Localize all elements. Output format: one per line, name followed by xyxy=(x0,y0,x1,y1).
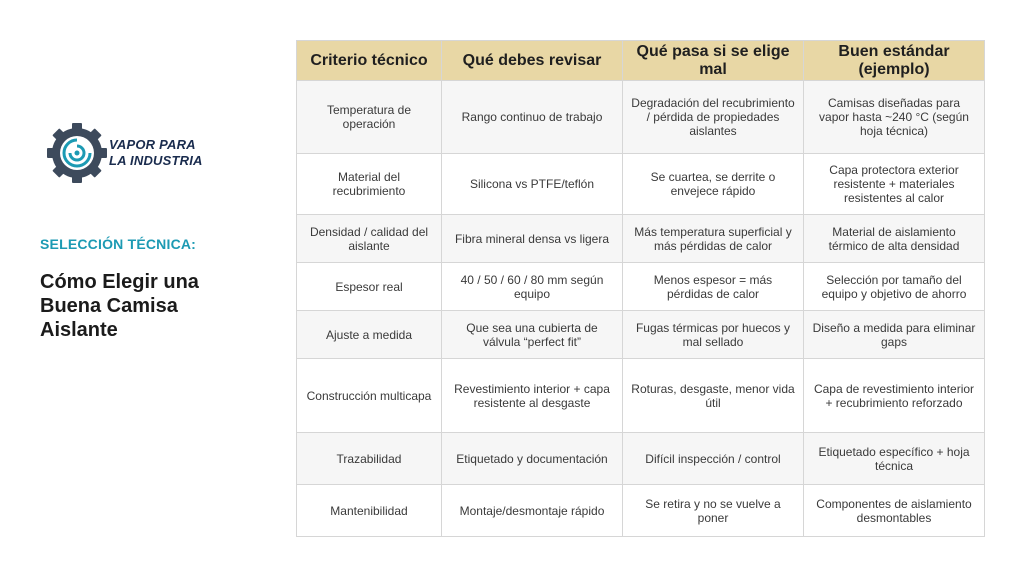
table-cell: Componentes de aislamiento desmontables xyxy=(804,485,985,537)
brand-logo xyxy=(46,120,246,190)
brand-name xyxy=(109,137,203,169)
table-cell: Rango continuo de trabajo xyxy=(442,81,623,154)
table-row xyxy=(297,81,985,154)
table-cell: Capa de revestimiento interior + recubrimiento reforzado xyxy=(804,359,985,433)
table-cell: Material de aislamiento térmico de alta densidad xyxy=(804,215,985,263)
criteria-table xyxy=(296,40,985,537)
table-cell: Construcción multicapa xyxy=(297,359,442,433)
table-cell: 40 / 50 / 60 / 80 mm según equipo xyxy=(442,263,623,311)
table-cell: Capa protectora exterior resistente + materiales resistentes al calor xyxy=(804,154,985,215)
table-cell: Selección por tamaño del equipo y objetivo de ahorro xyxy=(804,263,985,311)
brand-line-1: VAPOR PARA xyxy=(109,137,196,152)
table-row xyxy=(297,359,985,433)
table-cell: Etiquetado específico + hoja técnica xyxy=(804,433,985,485)
table-row xyxy=(297,311,985,359)
table-cell: Espesor real xyxy=(297,263,442,311)
table-cell: Silicona vs PTFE/teflón xyxy=(442,154,623,215)
column-header: Buen estándar (ejemplo) xyxy=(804,41,985,81)
table-cell: Revestimiento interior + capa resistente al desgaste xyxy=(442,359,623,433)
table-cell: Montaje/desmontaje rápido xyxy=(442,485,623,537)
table-cell: Se retira y no se vuelve a poner xyxy=(623,485,804,537)
table-cell: Degradación del recubrimiento / pérdida de propiedades aislantes xyxy=(623,81,804,154)
table-cell: Se cuartea, se derrite o envejece rápido xyxy=(623,154,804,215)
table-row xyxy=(297,154,985,215)
table-cell: Difícil inspección / control xyxy=(623,433,804,485)
table-row xyxy=(297,485,985,537)
table-cell: Fibra mineral densa vs ligera xyxy=(442,215,623,263)
table-row xyxy=(297,263,985,311)
gear-icon xyxy=(46,122,108,184)
page-title xyxy=(40,270,240,342)
table-cell: Etiquetado y documentación xyxy=(442,433,623,485)
brand-line-2: LA INDUSTRIA xyxy=(109,153,203,168)
table-row xyxy=(297,215,985,263)
table-cell: Fugas térmicas por huecos y mal sellado xyxy=(623,311,804,359)
table-cell: Más temperatura superficial y más pérdidas de calor xyxy=(623,215,804,263)
table-cell: Ajuste a medida xyxy=(297,311,442,359)
table-cell: Menos espesor = más pérdidas de calor xyxy=(623,263,804,311)
table-cell: Camisas diseñadas para vapor hasta ~240 °C (según hoja técnica) xyxy=(804,81,985,154)
table-cell: Que sea una cubierta de válvula “perfect fit” xyxy=(442,311,623,359)
column-header: Qué debes revisar xyxy=(442,41,623,81)
table-cell: Densidad / calidad del aislante xyxy=(297,215,442,263)
section-label: SELECCIÓN TÉCNICA: xyxy=(40,236,197,252)
table-cell: Mantenibilidad xyxy=(297,485,442,537)
table-cell: Material del recubrimiento xyxy=(297,154,442,215)
table-row xyxy=(297,433,985,485)
table-cell: Diseño a medida para eliminar gaps xyxy=(804,311,985,359)
table-cell: Roturas, desgaste, menor vida útil xyxy=(623,359,804,433)
table-cell: Trazabilidad xyxy=(297,433,442,485)
table-cell: Temperatura de operación xyxy=(297,81,442,154)
title-line: Buena Camisa xyxy=(40,295,178,317)
column-header: Criterio técnico xyxy=(297,41,442,81)
table-header-row xyxy=(297,41,985,81)
title-line: Cómo Elegir una xyxy=(40,271,199,293)
title-line: Aislante xyxy=(40,319,118,341)
column-header: Qué pasa si se elige mal xyxy=(623,41,804,81)
